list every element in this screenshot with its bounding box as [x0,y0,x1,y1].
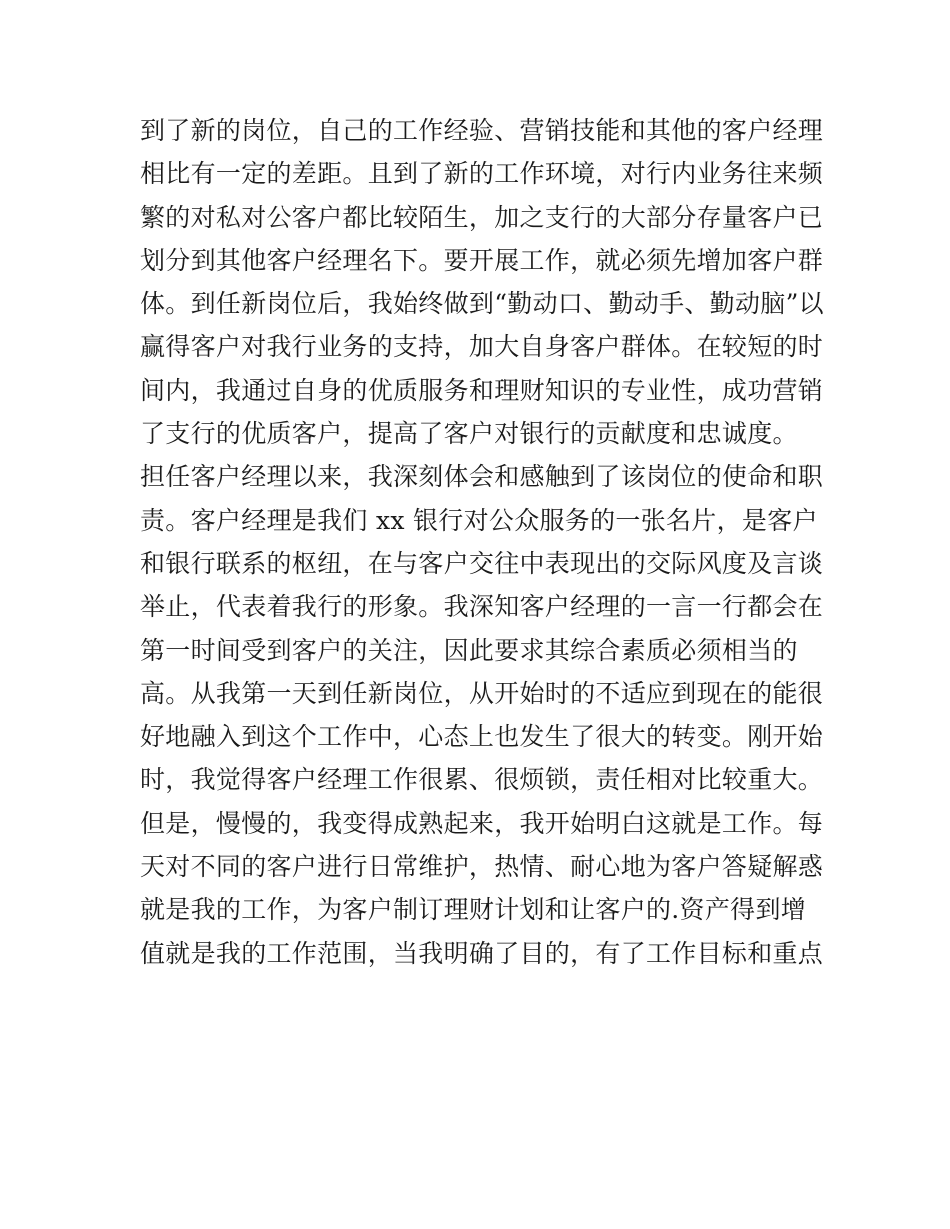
body-text [140,109,824,975]
text-line: 值就是我的工作范围，当我明确了目的，有了工作目标和重点 [140,938,824,968]
text-line: 到了新的岗位，自己的工作经验、营销技能和其他的客户经理 [140,116,824,145]
text-line: 体。到任新岗位后，我始终做到“勤动口、勤动手、勤动脑”以 [140,289,824,319]
text-line: 间内，我通过自身的优质服务和理财知识的专业性，成功营销 [140,375,824,405]
text-line: 天对不同的客户进行日常维护，热情、耐心地为客户答疑解惑 [140,852,824,882]
text-line: 了支行的优质客户，提高了客户对银行的贡献度和忠诚度。 [140,419,798,449]
text-line: 第一时间受到客户的关注，因此要求其综合素质必须相当的 [140,635,798,665]
text-line: 高。从我第一天到任新岗位，从开始时的不适应到现在的能很 [140,678,824,708]
text-line: 举止，代表着我行的形象。我深知客户经理的一言一行都会在 [140,592,824,622]
text-line: 相比有一定的差距。且到了新的工作环境，对行内业务往来频 [140,159,824,189]
text-line: 划分到其他客户经理名下。要开展工作，就必须先增加客户群 [140,245,824,275]
text-line: 时，我觉得客户经理工作很累、很烦锁，责任相对比较重大。 [140,765,824,795]
text-line: 好地融入到这个工作中，心态上也发生了很大的转变。刚开始 [140,722,824,752]
text-line: 担任客户经理以来，我深刻体会和感触到了该岗位的使命和职 [140,462,824,492]
text-line: 就是我的工作，为客户制订理财计划和让客户的.资产得到增 [140,895,807,925]
text-line: 但是，慢慢的，我变得成熟起来，我开始明白这就是工作。每 [140,808,824,838]
text-line: 赢得客户对我行业务的支持，加大自身客户群体。在较短的时 [140,332,824,362]
text-line: 和银行联系的枢纽，在与客户交往中表现出的交际风度及言谈 [140,548,824,578]
text-line: 繁的对私对公客户都比较陌生，加之支行的大部分存量客户已 [140,202,824,232]
text-line: 责。客户经理是我们 xx 银行对公众服务的一张名片，是客户 [140,505,818,535]
